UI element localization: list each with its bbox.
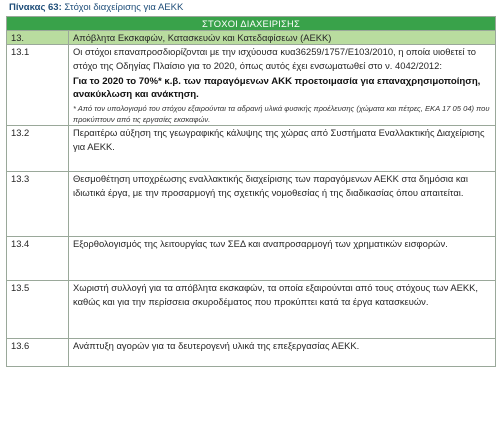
row-number: 13.5 — [7, 281, 69, 339]
category-title: Απόβλητα Εκσκαφών, Κατασκευών και Κατεδαφίσεων (ΑΕΚΚ) — [69, 31, 496, 45]
row-number: 13.2 — [7, 126, 69, 172]
row-number: 13.4 — [7, 237, 69, 281]
category-row — [7, 31, 496, 45]
row-text: Εξορθολογισμός της λειτουργίας των ΣΕΔ και αναπροσαρμογή των χρηματικών εισφορών. — [69, 237, 496, 281]
row-number: 13.6 — [7, 339, 69, 367]
footnote: * Από τον υπολογισμό του στόχου εξαιρούνται τα αδρανή υλικά φυσικής προέλευσης (χώματα και πέτρες, ΕΚΑ 17 05 04) που προκύπτουν από τις εργασίες εκσκαφών. — [73, 104, 490, 124]
row-text: Χωριστή συλλογή για τα απόβλητα εκσκαφών, τα οποία εξαιρούνται από τους στόχους των ΑΕΚΚ, καθώς και για την περίσσεια σκυροδέματος που προκύπτει κατά τα έργα κατασκευών. — [69, 281, 496, 339]
row-text: Θεσμοθέτηση υποχρέωσης εναλλακτικής διαχείρισης των παραγόμενων ΑΕΚΚ στα δημόσια και ιδιωτικά έργα, με την προσαρμογή της σχετικής νομοθεσίας ή της διαδικασίας όπου απαιτείται. — [69, 172, 496, 237]
goal-statement: Για το 2020 το 70%* κ.β. των παραγόμενων ΑΚΚ προετοιμασία για επαναχρησιμοποίηση, ανακύκλωση και ανάκτηση. — [73, 76, 481, 100]
caption-label: Πίνακας 63: — [9, 2, 62, 13]
row-number: 13.3 — [7, 172, 69, 237]
table-row — [7, 126, 496, 172]
table-row — [7, 172, 496, 237]
row-text: Περαιτέρω αύξηση της γεωγραφικής κάλυψης της χώρας από Συστήματα Εναλλακτικής Διαχείρισης για ΑΕΚΚ. — [69, 126, 496, 172]
table-row — [7, 237, 496, 281]
table-row — [7, 45, 496, 126]
table-header-row — [7, 17, 496, 31]
table-row — [7, 339, 496, 367]
management-goals-table — [6, 16, 496, 367]
table-caption — [9, 2, 183, 14]
category-number: 13. — [7, 31, 69, 45]
table-row — [7, 281, 496, 339]
row-text: Ανάπτυξη αγορών για τα δευτερογενή υλικά της επεξεργασίας ΑΕΚΚ. — [69, 339, 496, 367]
row-text-cell — [69, 45, 496, 126]
table-header: ΣΤΟΧΟΙ ΔΙΑΧΕΙΡΙΣΗΣ — [7, 17, 496, 31]
row-text: Οι στόχοι επαναπροσδιορίζονται με την ισχύουσα κυα36259/1757/Ε103/2010, η οποία υιοθετεί το στόχο της Οδηγίας Πλαίσιο για το 2020, όπως αυτός έχει ενσωματωθεί στο ν. 4042/2012: — [73, 46, 476, 71]
row-number: 13.1 — [7, 45, 69, 126]
caption-text: Στόχοι διαχείρισης για ΑΕΚΚ — [64, 2, 184, 13]
